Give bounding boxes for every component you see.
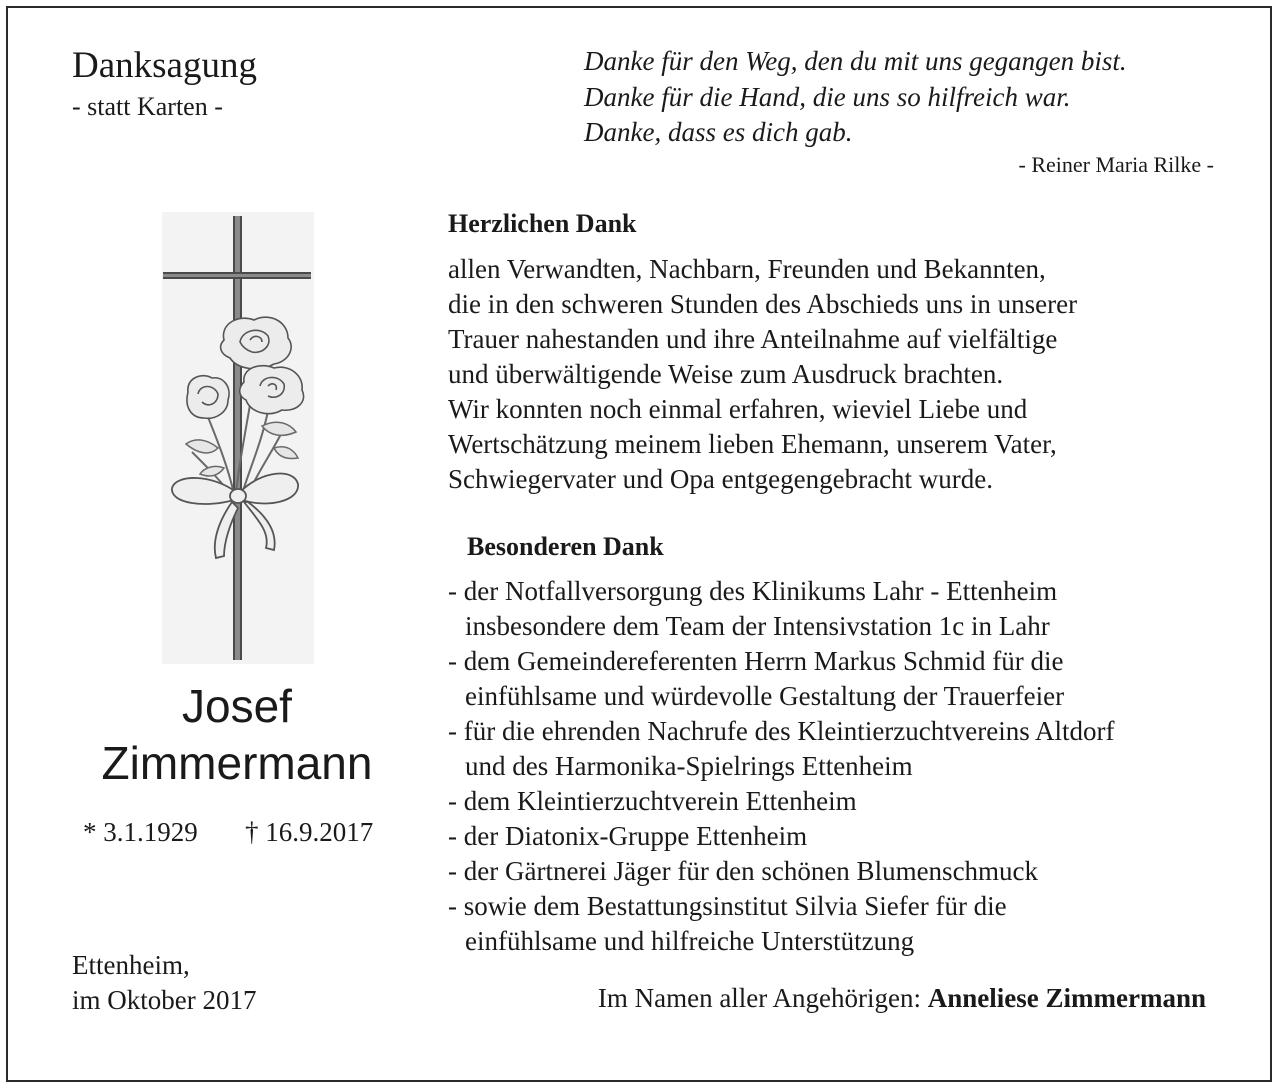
list-item: - der Notfallversorgung des Klinikums Lahr - Ettenheim xyxy=(448,576,1058,606)
list-item-continuation: einfühlsame und hilfreiche Unterstützung xyxy=(465,926,915,956)
list-item: - dem Kleintierzuchtverein Ettenheim xyxy=(448,786,857,816)
list-item-continuation: und des Harmonika-Spielrings Ettenheim xyxy=(465,751,913,781)
place: Ettenheim, xyxy=(72,950,190,980)
list-item: - der Gärtnerei Jäger für den schönen Blumenschmuck xyxy=(448,856,1039,886)
quote-block xyxy=(584,44,1127,151)
death-date: † 16.9.2017 xyxy=(245,817,374,847)
thanks-line: und überwältigende Weise zum Ausdruck brachten. xyxy=(448,359,1004,389)
special-thanks-list xyxy=(448,574,1114,959)
list-item: - der Diatonix-Gruppe Ettenheim xyxy=(448,821,808,851)
thanks-text xyxy=(448,252,1077,497)
thanks-line: allen Verwandten, Nachbarn, Freunden und Bekannten, xyxy=(448,254,1046,284)
quote-line: Danke, dass es dich gab. xyxy=(584,117,853,147)
quote-line: Danke für den Weg, den du mit uns gegangen bist. xyxy=(584,46,1127,76)
thanks-line: Wertschätzung meinem lieben Ehemann, unserem Vater, xyxy=(448,429,1057,459)
special-thanks-heading: Besonderen Dank xyxy=(467,532,664,561)
signature-prefix: Im Namen aller Angehörigen: xyxy=(597,983,928,1013)
list-item: - für die ehrenden Nachrufe des Kleintierzuchtvereins Altdorf xyxy=(448,716,1115,746)
list-item: - dem Gemeindereferenten Herrn Markus Schmid für die xyxy=(448,646,1064,676)
deceased-first-name: Josef xyxy=(182,680,292,732)
thanks-line: Trauer nahestanden und ihre Anteilnahme auf vielfältige xyxy=(448,324,1058,354)
thanks-line: die in den schweren Stunden des Abschieds uns in unserer xyxy=(448,289,1078,319)
notice-subtitle: - statt Karten - xyxy=(72,92,223,121)
list-item-continuation: einfühlsame und würdevolle Gestaltung der Trauerfeier xyxy=(465,681,1065,711)
thanks-line: Schwiegervater und Opa entgegengebracht wurde. xyxy=(448,464,994,494)
quote-author: - Reiner Maria Rilke - xyxy=(1018,152,1214,177)
birth-date: * 3.1.1929 xyxy=(83,817,198,847)
thanks-heading: Herzlichen Dank xyxy=(448,209,637,238)
list-item-continuation: insbesondere dem Team der Intensivstation 1c in Lahr xyxy=(465,611,1050,641)
deceased-last-name: Zimmermann xyxy=(101,737,373,789)
signature-name: Anneliese Zimmermann xyxy=(927,983,1206,1013)
signature xyxy=(598,982,1206,1014)
list-item: - sowie dem Bestattungsinstitut Silvia Siefer für die xyxy=(448,891,1007,921)
notice-title: Danksagung xyxy=(72,45,257,86)
place-date-block xyxy=(72,948,256,1018)
thanks-line: Wir konnten noch einmal erfahren, wieviel Liebe und xyxy=(448,394,1028,424)
quote-line: Danke für die Hand, die uns so hilfreich war. xyxy=(584,81,1071,112)
date: im Oktober 2017 xyxy=(72,985,257,1015)
cross-with-roses-icon xyxy=(162,212,314,664)
